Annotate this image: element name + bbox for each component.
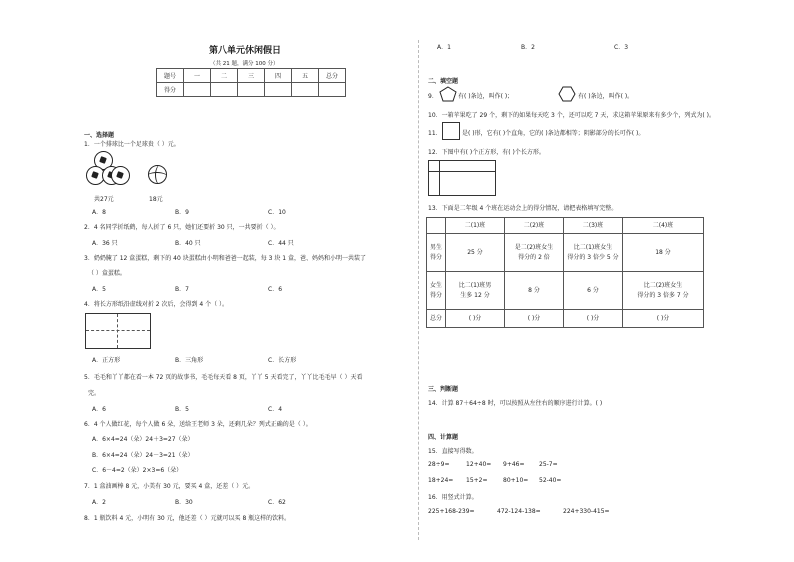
score-header: 五 — [292, 69, 319, 83]
option[interactable]: A．6×4=24（朵）24＋3=27（朵） — [92, 436, 194, 443]
option[interactable]: A．2 — [92, 499, 106, 506]
option[interactable]: C．10 — [268, 209, 286, 216]
question-1: 1．一个排球比一个足球贵（ ）元。 — [84, 141, 180, 148]
grade-cell: 比二(2)班女生 得分的 3 倍多 7 分 — [623, 272, 704, 310]
vertical-calc-item: 224+330-415= — [563, 508, 610, 515]
page-title: 第八单元休闲假日 — [209, 46, 282, 56]
grade-cell: 25 分 — [446, 234, 505, 272]
score-cell[interactable] — [265, 83, 292, 97]
price-label: 18元 — [149, 196, 163, 203]
option[interactable]: C．3 — [614, 44, 629, 51]
option[interactable]: C．62 — [268, 499, 286, 506]
score-header: 四 — [265, 69, 292, 83]
question-5: 5．毛毛和丫丫都在看一本 72 页的故事书，毛毛每天看 8 页，丫丫 5 天看完了，丫丫比毛毛早（ ）天看 — [84, 374, 363, 381]
calc-item: 80+10= — [503, 477, 529, 484]
calc-item: 25-7= — [539, 461, 558, 468]
score-row-label: 得分 — [157, 83, 184, 97]
question-2: 2．4 名同学折纸鹤，每人折了 6 只，她们还要折 30 只，一共要折（ ）。 — [84, 224, 280, 231]
folded-rectangle-figure — [85, 313, 151, 349]
grade-table — [426, 217, 704, 328]
option[interactable]: B．7 — [175, 286, 189, 293]
question-10: 10．一箱苹果吃了 29 个，剩下的如果每天吃 3 个，还可以吃 7 天，求这箱苹果原来有多少个，列式为( )。 — [428, 112, 715, 119]
grade-cell: 18 分 — [623, 234, 704, 272]
column-divider — [418, 40, 419, 540]
pentagon-icon — [439, 86, 457, 102]
question-16: 16．用竖式计算。 — [428, 494, 478, 501]
option[interactable]: A．6 — [92, 406, 106, 413]
grade-row-label: 女生 得分 — [427, 272, 446, 310]
score-cell[interactable] — [211, 83, 238, 97]
page-subtitle: （共 21 题，满分 100 分） — [210, 61, 279, 67]
option[interactable]: C．6 — [268, 286, 283, 293]
score-header: 三 — [238, 69, 265, 83]
section-calc: 四、计算题 — [428, 434, 459, 441]
score-cell[interactable] — [238, 83, 265, 97]
option[interactable]: C．44 只 — [268, 240, 294, 247]
option[interactable]: A．5 — [92, 286, 106, 293]
question-12: 12．下图中有( )个正方形，有( )个长方形。 — [428, 149, 545, 156]
option[interactable]: C．长方形 — [268, 357, 297, 364]
question-9-part1: 有( )条边，叫作( )； — [458, 93, 514, 100]
score-header: 题号 — [157, 69, 184, 83]
question-6: 6．4 个人做红花，每个人做 6 朵，送给王老师 3 朵，还剩几朵？列式正确的是（ ）。 — [84, 421, 312, 428]
question-15: 15．直接写得数。 — [428, 448, 478, 455]
question-11-num: 11． — [428, 130, 442, 137]
grade-header: 二(1)班 — [446, 218, 505, 234]
calc-item: 15+2= — [466, 477, 488, 484]
grade-header: 二(2)班 — [505, 218, 564, 234]
grade-total-blank[interactable]: ( )分 — [446, 310, 505, 328]
grade-total-blank[interactable]: ( )分 — [623, 310, 704, 328]
calc-item: 52-40= — [539, 477, 562, 484]
option[interactable]: C．4 — [268, 406, 283, 413]
score-cell[interactable] — [184, 83, 211, 97]
section-judge: 三、判断题 — [428, 386, 459, 393]
rectangles-figure — [428, 160, 496, 196]
score-table — [156, 68, 346, 97]
option[interactable]: A．1 — [437, 44, 451, 51]
option[interactable]: B．5 — [175, 406, 189, 413]
grade-cell: 比二(1)班男 生多 12 分 — [446, 272, 505, 310]
grade-row-label: 男生 得分 — [427, 234, 446, 272]
grade-cell: 6 分 — [564, 272, 623, 310]
score-header: 一 — [184, 69, 211, 83]
question-13: 13．下面是二年级 4 个班在运动会上的得分情况，请把表格填写完整。 — [428, 205, 618, 212]
square-figure — [442, 122, 460, 140]
calc-item: 28÷9= — [428, 461, 450, 468]
grade-row-label: 总分 — [427, 310, 446, 328]
question-3: 3．奶奶腌了 12 盒蛋糕，剩下的 40 块蛋糕由小明和爸爸一起装，每 3 块 1 盒，爸、妈妈和小明一共装了 — [84, 255, 366, 262]
grade-header: 二(3)班 — [564, 218, 623, 234]
calc-item: 12+40= — [466, 461, 492, 468]
option[interactable]: A．正方形 — [92, 357, 121, 364]
score-cell[interactable] — [319, 83, 346, 97]
score-header: 二 — [211, 69, 238, 83]
grade-corner — [427, 218, 446, 234]
option[interactable]: A．36 只 — [92, 240, 118, 247]
question-7: 7．1 盒油画棒 8 元，小美有 30 元，要买 4 盒，还差（ ）元。 — [84, 483, 255, 490]
question-14: 14．计算 87＋64÷8 时，可以按照从左往右的顺序进行计算。( ) — [428, 400, 603, 407]
grade-total-blank[interactable]: ( )分 — [564, 310, 623, 328]
grade-header: 二(4)班 — [623, 218, 704, 234]
section-choice: 一、选择题 — [84, 132, 115, 139]
score-cell[interactable] — [292, 83, 319, 97]
option[interactable]: B．三角形 — [175, 357, 204, 364]
price-label: 共27元 — [94, 196, 114, 203]
question-5-cont: 完。 — [88, 390, 101, 397]
question-9-part2: 有( )条边，叫作( )。 — [578, 93, 634, 100]
section-fill: 二、填空题 — [428, 78, 459, 85]
score-header: 总分 — [319, 69, 346, 83]
question-9-num: 9． — [428, 93, 438, 100]
option[interactable]: B．6×4=24（朵）24－3=21（朵） — [92, 452, 194, 459]
option[interactable]: B．9 — [175, 209, 189, 216]
option[interactable]: B．2 — [521, 44, 535, 51]
option[interactable]: B．30 — [175, 499, 193, 506]
question-4: 4．将长方形纸沿虚线对折 2 次后，会得到 4 个（ ）。 — [84, 301, 228, 308]
grade-cell: 是二(2)班女生 得分的 2 倍 — [505, 234, 564, 272]
question-8: 8．1 瓶饮料 4 元，小明有 30 元，他还差（ ）元就可以买 8 瓶这样的饮料。 — [84, 515, 291, 522]
question-3-cont: （ ）盒蛋糕。 — [88, 270, 126, 277]
calc-item: 18+24= — [428, 477, 454, 484]
question-11: 是( )形，它有( )个直角，它的( )条边都相等；阴影部分的长可作( )。 — [462, 130, 645, 137]
vertical-calc-item: 472-124-138= — [497, 508, 541, 515]
grade-cell: 比二(1)班女生 得分的 3 倍少 5 分 — [564, 234, 623, 272]
volleyball-icon — [148, 165, 167, 184]
grade-total-blank[interactable]: ( )分 — [505, 310, 564, 328]
option[interactable]: B．40 只 — [175, 240, 201, 247]
grade-cell: 8 分 — [505, 272, 564, 310]
hexagon-icon — [558, 86, 576, 102]
option[interactable]: A．8 — [92, 209, 106, 216]
vertical-calc-item: 225+168-239= — [428, 508, 475, 515]
option[interactable]: C．6－4=2（朵）2×3=6（朵） — [92, 467, 183, 474]
calc-item: 9+46= — [503, 461, 525, 468]
